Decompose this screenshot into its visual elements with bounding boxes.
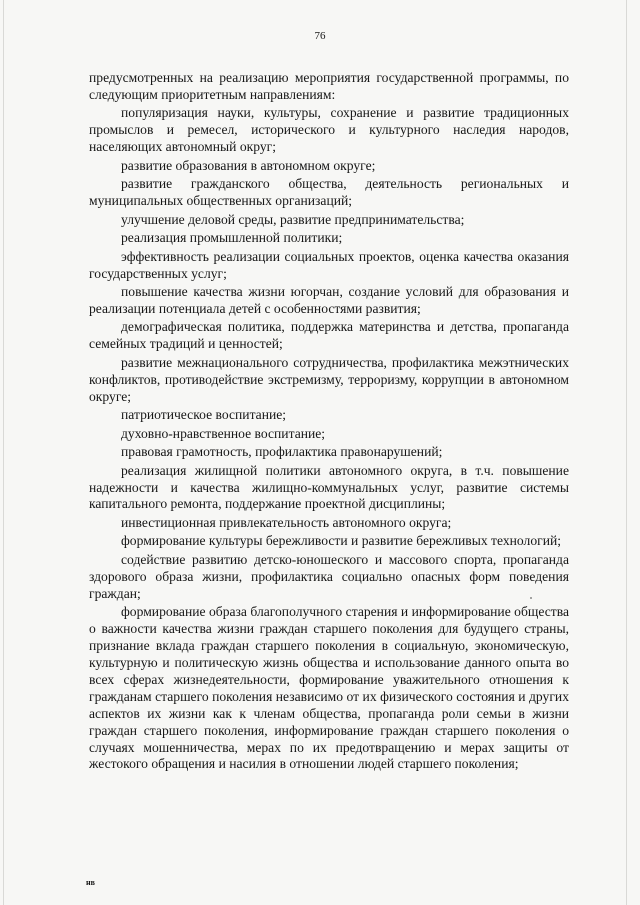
footer-mark: нв	[86, 878, 95, 887]
paragraph: популяризация науки, культуры, сохранение и развитие традиционных промыслов и ремесел, исторического и культурного наследия народов, населяющих автономный округ;	[89, 105, 569, 155]
paragraph: эффективность реализации социальных проектов, оценка качества оказания государственных услуг;	[89, 248, 569, 281]
paragraph: предусмотренных на реализацию мероприятия государственной программы, по следующим приоритетным направлениям:	[89, 70, 569, 102]
paragraph: реализация промышленной политики;	[121, 230, 343, 246]
paragraph: реализация жилищной политики автономного округа, в т.ч. повышение надежности и качества жилищно-коммунальных услуг, развитие системы капитального ремонта, поддержание проектной дисциплины;	[89, 462, 569, 512]
paragraph: правовая грамотность, профилактика правонарушений;	[121, 444, 443, 460]
paragraph: развитие межнационального сотрудничества, профилактика межэтнических конфликтов, противодействие экстремизму, терроризму, коррупции в автономном округе;	[89, 354, 569, 404]
paragraph: развитие образования в автономном округе;	[121, 157, 376, 173]
paragraph: патриотическое воспитание;	[121, 407, 287, 423]
paragraph: улучшение деловой среды, развитие предпринимательства;	[121, 211, 465, 227]
paragraph: развитие гражданского общества, деятельность региональных и муниципальных общественных организаций;	[89, 176, 569, 209]
paragraph: инвестиционная привлекательность автономного округа;	[121, 514, 452, 530]
paragraph: формирование образа благополучного старения и информирование общества о важности качества жизни граждан старшего поколения для будущего страны, признание вклада граждан старшего поколения в социальную, экономическую, культурную и политическую жизнь общества и использование данного опыта во всех сферах жизнедеятельности, формирование уважительного отношения к гражданам старшего поколения независимо от их физического состояния и других аспектов их жизни как к членам общества, пропаганда роли семьи в жизни граждан старшего поколения, информирование граждан старшего поколения о случаях мошенничества, мерах по их предотвращению и мерах защиты от жестокого обращения и насилия в отношении людей старшего поколения;	[89, 604, 569, 772]
scan-edge-left	[3, 0, 4, 905]
scan-edge-right	[626, 0, 627, 905]
paragraph: духовно-нравственное воспитание;	[121, 425, 326, 441]
paragraph: формирование культуры бережливости и развитие бережливых технологий;	[121, 533, 562, 549]
paragraph: демографическая политика, поддержка материнства и детства, пропаганда семейных традиций и ценностей;	[89, 319, 569, 352]
paragraph: повышение качества жизни югорчан, создание условий для образования и реализации потенциала детей с особенностями развития;	[89, 284, 569, 316]
document-body	[89, 70, 569, 775]
paragraph: содействие развитию детско-юношеского и массового спорта, пропаганда здорового образа жизни, профилактика социально опасных форм поведения граждан;	[89, 551, 569, 601]
page-number: 76	[314, 30, 326, 42]
